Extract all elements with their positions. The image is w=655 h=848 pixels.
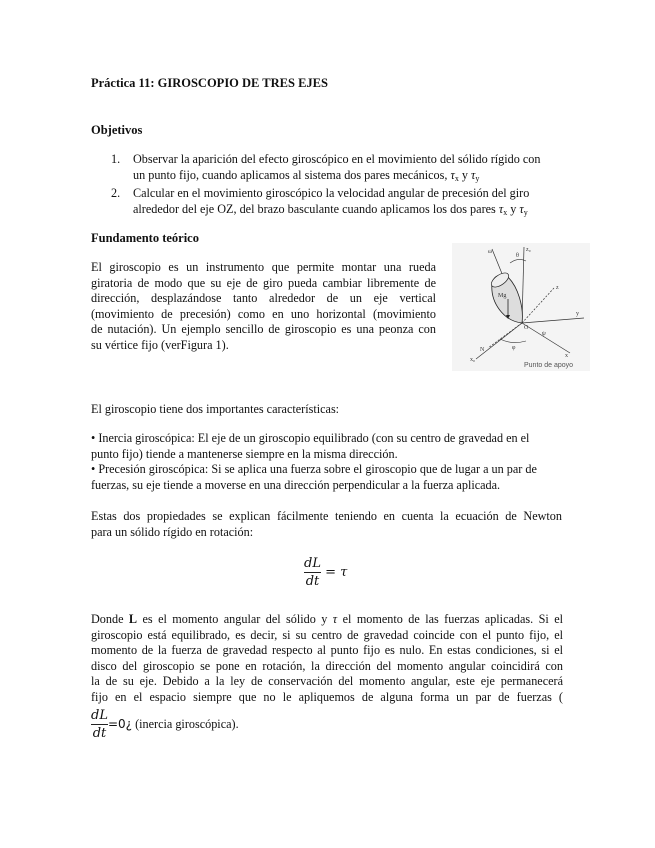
objective-line: alrededor del eje OZ, del brazo basculante cuando aplicamos los dos pares $\tau_x$ y $\tau_y$ — [133, 201, 528, 217]
gyroscope-figure — [452, 243, 590, 371]
objectives-list — [111, 152, 566, 220]
equation-fraction: $\frac{dL}{dt}$ — [304, 556, 321, 589]
list-item — [111, 152, 566, 186]
objective-line: Calcular en el movimiento giroscópico la velocidad angular de precesión del giro — [133, 186, 530, 201]
list-item-continuation: fuerzas, su eje tiende a moverse en una dirección perpendicular a la fuerza aplicada. — [91, 477, 501, 492]
label-omega: ω — [488, 249, 492, 255]
figure-caption: Punto de apoyo — [524, 362, 574, 369]
label-psi: ψ — [542, 331, 546, 337]
label-theta: θ — [516, 253, 519, 259]
list-number: 2. — [111, 186, 121, 201]
page-title: Práctica 11: GIROSCOPIO DE TRES EJES — [91, 76, 328, 90]
characteristics-intro: El giroscopio tiene dos importantes características: — [91, 402, 340, 416]
objective-line: un punto fijo, cuando aplicamos al sistema dos pares mecánicos, $\tau_x$ y $\tau_y$ — [133, 167, 480, 183]
label-y: y — [576, 311, 579, 317]
label-z: z — [556, 285, 559, 291]
label-x: x — [565, 353, 568, 359]
conclusion-paragraph: Donde L es el momento angular del sólido y τ el momento de las fuerzas aplicadas. Si el giroscopio está equilibrado, es decir, si su centro de gravedad coincide con el punto fijo, el momento de la fuerza de gravedad respecto al punto fijo es nulo. En estas condiciones, si el disco del giroscopio se pone en rotación, la dirección del momento angular coincidirá con la de su eje. Debido a la ley de conservación del momento angular, este eje permanecerá fijo en el espacio siempre que no le apliquemos de alguna forma un par de fuerzas ( $\frac{dL}{dt}$ =0¿ (inercia giroscópica). — [91, 612, 563, 742]
label-o: O — [524, 325, 529, 331]
objectives-heading: Objetivos — [91, 123, 143, 137]
label-n: N — [480, 347, 485, 353]
newton-paragraph: Estas dos propiedades se explican fácilmente teniendo en cuenta la ecuación de Newton para un sólido rígido en rotación: — [91, 509, 562, 539]
fundamento-heading: Fundamento teórico — [91, 231, 199, 245]
list-item: • Inercia giroscópica: El eje de un giroscopio equilibrado (con su centro de gravedad en el — [91, 431, 530, 445]
list-item-continuation: punto fijo) tiende a mantenerse siempre en la misma dirección. — [91, 446, 398, 461]
list-item: • Precesión giroscópica: Si se aplica una fuerza sobre el giroscopio que de lugar a un par de — [91, 462, 537, 477]
newton-equation: $\frac{dL}{dt}$ = τ — [304, 556, 348, 589]
label-phi: φ — [512, 345, 516, 351]
label-x0: x₀ — [470, 357, 476, 363]
list-item — [111, 186, 566, 220]
characteristics-list — [91, 431, 571, 493]
intro-paragraph: El giroscopio es un instrumento que permite montar una rueda giratoria de modo que su eje de giro pueda cambiar libremente de dirección, desplazándose tanto alrededor de un eje vertical (movimiento de precesión) como en uno horizontal (movimiento de nutación). Un ejemplo sencillo de giroscopio es una peonza con su vértice fijo (verFigura 1). — [91, 260, 436, 352]
objective-line: Observar la aparición del efecto giroscópico en el movimiento del sólido rígido con — [133, 152, 541, 166]
label-mg: Mg — [498, 293, 507, 299]
label-z0: z₀ — [526, 247, 531, 253]
inline-fraction: $\frac{dL}{dt}$ — [91, 707, 108, 742]
list-number: 1. — [111, 152, 121, 166]
